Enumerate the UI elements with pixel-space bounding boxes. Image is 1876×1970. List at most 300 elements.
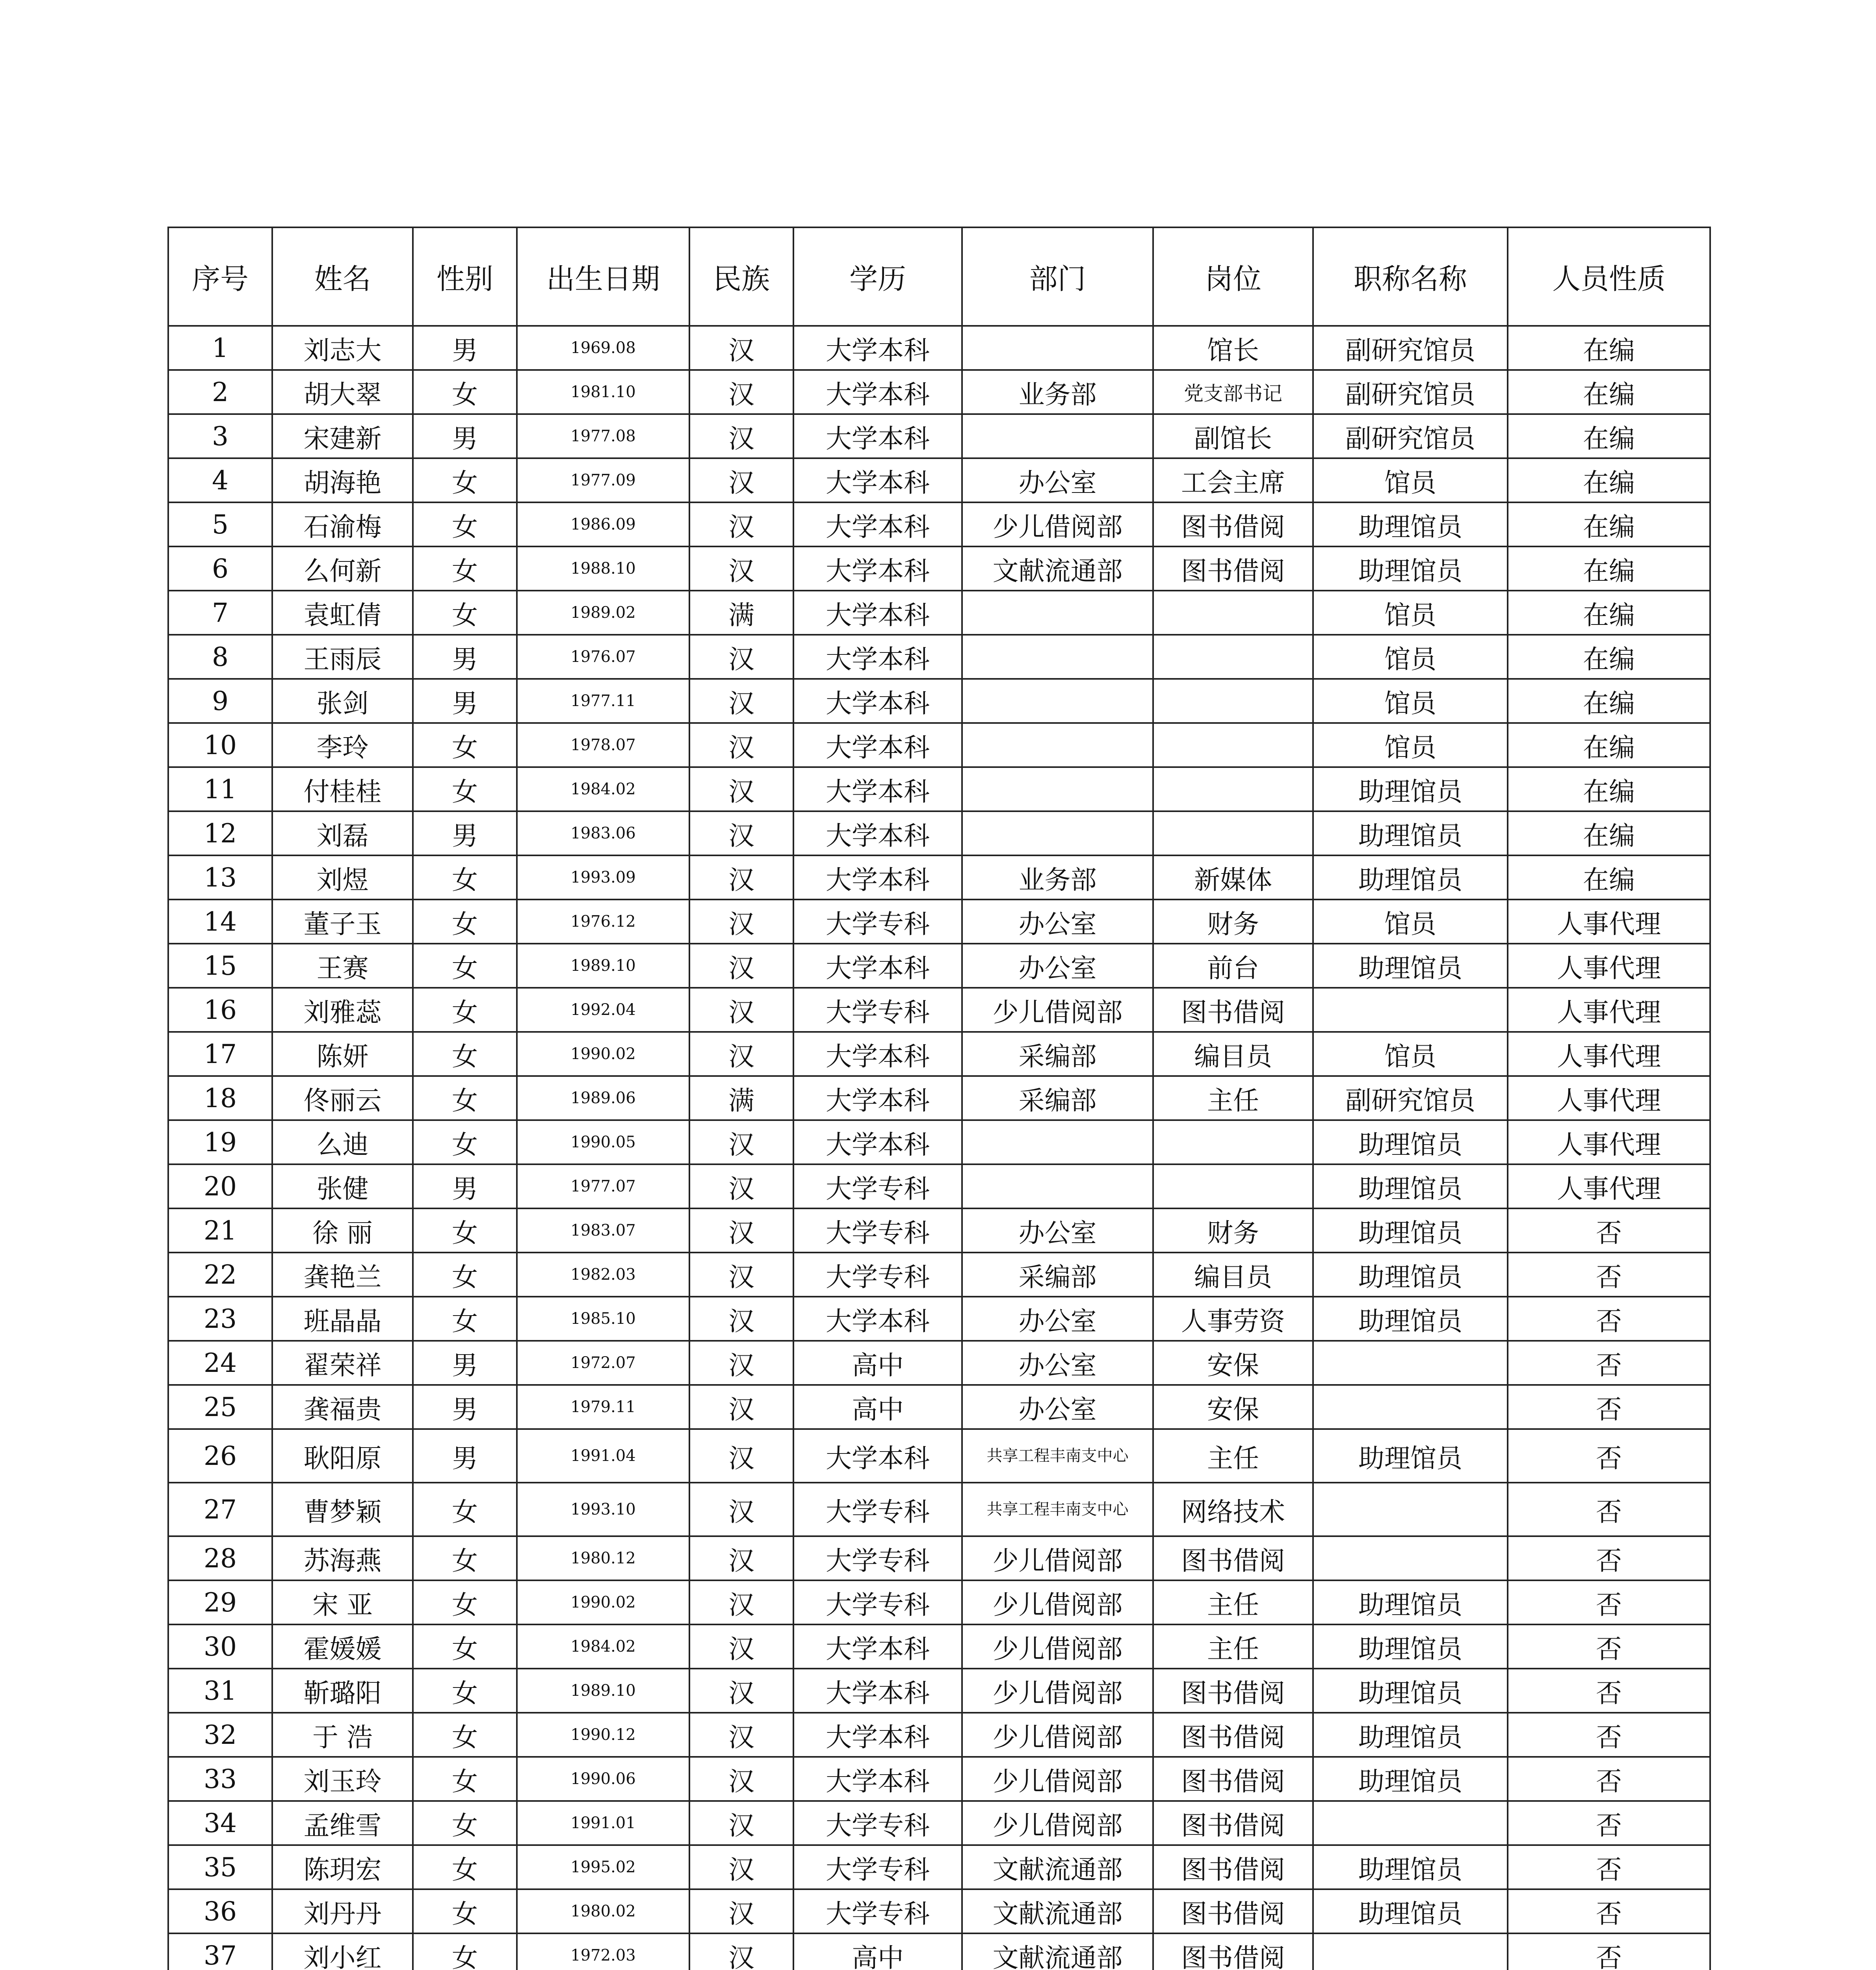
cell-birth-date: 1988.10 [517, 546, 689, 591]
cell-position: 安保 [1153, 1341, 1313, 1385]
table-row [168, 1624, 1710, 1669]
cell-staff-type: 人事代理 [1508, 900, 1710, 944]
cell-education: 大学本科 [793, 1713, 962, 1757]
cell-position: 图书借阅 [1153, 1713, 1313, 1757]
cell-staff-type: 在编 [1508, 723, 1710, 767]
cell-ethnicity: 汉 [689, 1669, 793, 1713]
cell-title: 馆员 [1313, 591, 1508, 635]
cell-position: 新媒体 [1153, 855, 1313, 900]
cell-position: 图书借阅 [1153, 1933, 1313, 1970]
cell-department: 采编部 [962, 1253, 1153, 1297]
cell-index: 18 [168, 1076, 272, 1120]
cell-birth-date: 1981.10 [517, 370, 689, 414]
cell-department: 少儿借阅部 [962, 502, 1153, 546]
cell-department: 办公室 [962, 1297, 1153, 1341]
cell-position: 馆长 [1153, 326, 1313, 370]
cell-birth-date: 1982.03 [517, 1253, 689, 1297]
cell-staff-type: 在编 [1508, 811, 1710, 855]
cell-birth-date: 1978.07 [517, 723, 689, 767]
cell-birth-date: 1972.03 [517, 1933, 689, 1970]
cell-title [1313, 1483, 1508, 1536]
cell-education: 大学本科 [793, 1757, 962, 1801]
cell-index: 31 [168, 1669, 272, 1713]
cell-index: 9 [168, 679, 272, 723]
cell-education: 大学本科 [793, 1297, 962, 1341]
table-row [168, 723, 1710, 767]
table-row [168, 1253, 1710, 1297]
table-row [168, 326, 1710, 370]
cell-ethnicity: 汉 [689, 1164, 793, 1208]
cell-ethnicity: 汉 [689, 1624, 793, 1669]
cell-gender: 女 [413, 370, 517, 414]
table-row [168, 1889, 1710, 1933]
cell-birth-date: 1983.07 [517, 1208, 689, 1253]
cell-department: 业务部 [962, 855, 1153, 900]
cell-ethnicity: 汉 [689, 944, 793, 988]
cell-gender: 女 [413, 1253, 517, 1297]
cell-gender: 男 [413, 679, 517, 723]
cell-name: 么迪 [272, 1120, 413, 1164]
cell-index: 15 [168, 944, 272, 988]
cell-department: 文献流通部 [962, 1933, 1153, 1970]
cell-education: 大学本科 [793, 635, 962, 679]
cell-education: 大学本科 [793, 546, 962, 591]
cell-name: 张剑 [272, 679, 413, 723]
cell-index: 35 [168, 1845, 272, 1889]
cell-ethnicity: 汉 [689, 855, 793, 900]
cell-position: 财务 [1153, 1208, 1313, 1253]
cell-index: 37 [168, 1933, 272, 1970]
cell-birth-date: 1976.12 [517, 900, 689, 944]
cell-title: 助理馆员 [1313, 855, 1508, 900]
cell-birth-date: 1991.01 [517, 1801, 689, 1845]
cell-staff-type: 在编 [1508, 326, 1710, 370]
cell-education: 大学本科 [793, 458, 962, 502]
cell-birth-date: 1972.07 [517, 1341, 689, 1385]
cell-birth-date: 1985.10 [517, 1297, 689, 1341]
cell-department: 少儿借阅部 [962, 1713, 1153, 1757]
cell-index: 25 [168, 1385, 272, 1429]
cell-position: 图书借阅 [1153, 1536, 1313, 1580]
cell-position [1153, 591, 1313, 635]
cell-position [1153, 1164, 1313, 1208]
cell-staff-type: 否 [1508, 1933, 1710, 1970]
cell-title [1313, 1933, 1508, 1970]
cell-birth-date: 1989.10 [517, 1669, 689, 1713]
cell-index: 16 [168, 988, 272, 1032]
cell-index: 29 [168, 1580, 272, 1624]
cell-gender: 男 [413, 414, 517, 458]
cell-name: 苏海燕 [272, 1536, 413, 1580]
cell-education: 大学本科 [793, 723, 962, 767]
cell-name: 靳璐阳 [272, 1669, 413, 1713]
cell-position: 网络技术 [1153, 1483, 1313, 1536]
cell-index: 32 [168, 1713, 272, 1757]
cell-staff-type: 否 [1508, 1757, 1710, 1801]
cell-index: 10 [168, 723, 272, 767]
cell-birth-date: 1984.02 [517, 767, 689, 811]
cell-gender: 女 [413, 591, 517, 635]
header-ethnicity: 民族 [689, 227, 793, 326]
cell-education: 大学本科 [793, 370, 962, 414]
header-department: 部门 [962, 227, 1153, 326]
cell-ethnicity: 汉 [689, 1801, 793, 1845]
cell-position: 主任 [1153, 1429, 1313, 1483]
cell-index: 33 [168, 1757, 272, 1801]
cell-name: 董子玉 [272, 900, 413, 944]
cell-title: 助理馆员 [1313, 944, 1508, 988]
table-header [168, 227, 1710, 326]
cell-education: 大学本科 [793, 679, 962, 723]
cell-staff-type: 否 [1508, 1208, 1710, 1253]
cell-name: 孟维雪 [272, 1801, 413, 1845]
cell-birth-date: 1990.06 [517, 1757, 689, 1801]
cell-education: 大学专科 [793, 1164, 962, 1208]
cell-staff-type: 在编 [1508, 855, 1710, 900]
cell-ethnicity: 汉 [689, 635, 793, 679]
cell-ethnicity: 汉 [689, 900, 793, 944]
cell-position: 主任 [1153, 1076, 1313, 1120]
cell-index: 30 [168, 1624, 272, 1669]
cell-education: 大学本科 [793, 1120, 962, 1164]
cell-department: 办公室 [962, 1208, 1153, 1253]
cell-title: 助理馆员 [1313, 1845, 1508, 1889]
table-row [168, 1483, 1710, 1536]
cell-name: 刘小红 [272, 1933, 413, 1970]
cell-department: 少儿借阅部 [962, 1669, 1153, 1713]
cell-department [962, 1164, 1153, 1208]
cell-gender: 女 [413, 1536, 517, 1580]
cell-staff-type: 在编 [1508, 635, 1710, 679]
cell-staff-type: 人事代理 [1508, 1164, 1710, 1208]
cell-education: 大学专科 [793, 1580, 962, 1624]
cell-birth-date: 1989.06 [517, 1076, 689, 1120]
header-row [168, 227, 1710, 326]
table-row [168, 1757, 1710, 1801]
cell-name: 于 浩 [272, 1713, 413, 1757]
header-education: 学历 [793, 227, 962, 326]
cell-ethnicity: 汉 [689, 1297, 793, 1341]
cell-name: 陈玥宏 [272, 1845, 413, 1889]
cell-department [962, 723, 1153, 767]
cell-position: 财务 [1153, 900, 1313, 944]
cell-education: 大学本科 [793, 767, 962, 811]
cell-education: 大学本科 [793, 1624, 962, 1669]
cell-position: 副馆长 [1153, 414, 1313, 458]
cell-ethnicity: 汉 [689, 988, 793, 1032]
cell-gender: 女 [413, 458, 517, 502]
cell-index: 23 [168, 1297, 272, 1341]
cell-index: 26 [168, 1429, 272, 1483]
table-row [168, 1385, 1710, 1429]
cell-birth-date: 1990.05 [517, 1120, 689, 1164]
cell-education: 大学专科 [793, 1801, 962, 1845]
cell-ethnicity: 汉 [689, 1032, 793, 1076]
cell-position [1153, 635, 1313, 679]
cell-staff-type: 否 [1508, 1624, 1710, 1669]
cell-ethnicity: 汉 [689, 1580, 793, 1624]
cell-position: 工会主席 [1153, 458, 1313, 502]
table-row [168, 767, 1710, 811]
header-staff-type: 人员性质 [1508, 227, 1710, 326]
cell-ethnicity: 满 [689, 1076, 793, 1120]
cell-department: 少儿借阅部 [962, 1536, 1153, 1580]
cell-position: 图书借阅 [1153, 1845, 1313, 1889]
cell-name: 龚艳兰 [272, 1253, 413, 1297]
cell-gender: 女 [413, 900, 517, 944]
table-row [168, 1933, 1710, 1970]
cell-department [962, 591, 1153, 635]
cell-staff-type: 否 [1508, 1845, 1710, 1889]
cell-gender: 女 [413, 1483, 517, 1536]
header-name: 姓名 [272, 227, 413, 326]
cell-staff-type: 人事代理 [1508, 944, 1710, 988]
cell-index: 3 [168, 414, 272, 458]
cell-title: 副研究馆员 [1313, 370, 1508, 414]
cell-education: 大学专科 [793, 1253, 962, 1297]
cell-department [962, 1120, 1153, 1164]
table-row [168, 1845, 1710, 1889]
cell-birth-date: 1977.07 [517, 1164, 689, 1208]
cell-education: 大学专科 [793, 1483, 962, 1536]
table-row [168, 370, 1710, 414]
cell-ethnicity: 汉 [689, 1429, 793, 1483]
cell-ethnicity: 汉 [689, 1385, 793, 1429]
cell-title: 助理馆员 [1313, 502, 1508, 546]
table-row [168, 855, 1710, 900]
cell-name: 胡海艳 [272, 458, 413, 502]
table-body [168, 326, 1710, 1970]
cell-education: 大学本科 [793, 855, 962, 900]
cell-staff-type: 否 [1508, 1253, 1710, 1297]
cell-staff-type: 在编 [1508, 767, 1710, 811]
cell-ethnicity: 汉 [689, 1536, 793, 1580]
cell-position: 图书借阅 [1153, 502, 1313, 546]
cell-position: 图书借阅 [1153, 1801, 1313, 1845]
cell-education: 大学本科 [793, 1076, 962, 1120]
table-row [168, 502, 1710, 546]
cell-name: 李玲 [272, 723, 413, 767]
cell-gender: 女 [413, 855, 517, 900]
cell-ethnicity: 汉 [689, 326, 793, 370]
cell-title: 助理馆员 [1313, 1208, 1508, 1253]
cell-education: 大学本科 [793, 1669, 962, 1713]
cell-department: 业务部 [962, 370, 1153, 414]
cell-title: 助理馆员 [1313, 1669, 1508, 1713]
cell-position [1153, 767, 1313, 811]
cell-ethnicity: 汉 [689, 1845, 793, 1889]
cell-name: 霍媛媛 [272, 1624, 413, 1669]
cell-name: 翟荣祥 [272, 1341, 413, 1385]
cell-gender: 女 [413, 1076, 517, 1120]
cell-education: 大学本科 [793, 944, 962, 988]
cell-position [1153, 811, 1313, 855]
table-row [168, 1669, 1710, 1713]
cell-staff-type: 在编 [1508, 546, 1710, 591]
staff-table [167, 227, 1711, 1970]
cell-gender: 女 [413, 1801, 517, 1845]
cell-education: 大学专科 [793, 1889, 962, 1933]
table-row [168, 988, 1710, 1032]
cell-education: 大学专科 [793, 900, 962, 944]
cell-title [1313, 1801, 1508, 1845]
cell-ethnicity: 汉 [689, 767, 793, 811]
cell-department: 文献流通部 [962, 546, 1153, 591]
cell-index: 27 [168, 1483, 272, 1536]
cell-birth-date: 1969.08 [517, 326, 689, 370]
cell-birth-date: 1989.10 [517, 944, 689, 988]
cell-staff-type: 在编 [1508, 458, 1710, 502]
cell-birth-date: 1980.12 [517, 1536, 689, 1580]
cell-name: 袁虹倩 [272, 591, 413, 635]
cell-department [962, 414, 1153, 458]
header-birth-date: 出生日期 [517, 227, 689, 326]
table-row [168, 944, 1710, 988]
cell-department: 共享工程丰南支中心 [962, 1429, 1153, 1483]
cell-ethnicity: 汉 [689, 502, 793, 546]
cell-title: 助理馆员 [1313, 1580, 1508, 1624]
cell-ethnicity: 汉 [689, 1341, 793, 1385]
cell-title: 助理馆员 [1313, 1713, 1508, 1757]
cell-index: 13 [168, 855, 272, 900]
cell-birth-date: 1991.04 [517, 1429, 689, 1483]
cell-gender: 女 [413, 1580, 517, 1624]
cell-title: 馆员 [1313, 635, 1508, 679]
cell-department: 采编部 [962, 1032, 1153, 1076]
cell-staff-type: 否 [1508, 1385, 1710, 1429]
cell-education: 高中 [793, 1385, 962, 1429]
table-row [168, 1297, 1710, 1341]
table-row [168, 900, 1710, 944]
cell-staff-type: 否 [1508, 1801, 1710, 1845]
cell-gender: 男 [413, 635, 517, 679]
cell-name: 刘磊 [272, 811, 413, 855]
cell-index: 36 [168, 1889, 272, 1933]
cell-education: 大学本科 [793, 326, 962, 370]
cell-name: 刘志大 [272, 326, 413, 370]
table-row [168, 591, 1710, 635]
cell-birth-date: 1993.10 [517, 1483, 689, 1536]
cell-ethnicity: 汉 [689, 1120, 793, 1164]
cell-name: 刘煜 [272, 855, 413, 900]
cell-department [962, 811, 1153, 855]
cell-department: 采编部 [962, 1076, 1153, 1120]
table-row [168, 1076, 1710, 1120]
cell-name: 耿阳原 [272, 1429, 413, 1483]
cell-gender: 女 [413, 1624, 517, 1669]
cell-ethnicity: 汉 [689, 1933, 793, 1970]
cell-education: 大学本科 [793, 502, 962, 546]
cell-title: 副研究馆员 [1313, 326, 1508, 370]
cell-education: 高中 [793, 1341, 962, 1385]
cell-gender: 男 [413, 811, 517, 855]
cell-birth-date: 1992.04 [517, 988, 689, 1032]
cell-title [1313, 1385, 1508, 1429]
cell-education: 大学本科 [793, 414, 962, 458]
cell-position: 人事劳资 [1153, 1297, 1313, 1341]
cell-title [1313, 1536, 1508, 1580]
cell-birth-date: 1990.12 [517, 1713, 689, 1757]
cell-title: 馆员 [1313, 1032, 1508, 1076]
cell-birth-date: 1989.02 [517, 591, 689, 635]
cell-index: 6 [168, 546, 272, 591]
cell-gender: 女 [413, 1669, 517, 1713]
table-row [168, 811, 1710, 855]
cell-birth-date: 1977.11 [517, 679, 689, 723]
table-row [168, 546, 1710, 591]
cell-staff-type: 否 [1508, 1429, 1710, 1483]
cell-education: 大学本科 [793, 591, 962, 635]
cell-gender: 男 [413, 1341, 517, 1385]
cell-name: 石渝梅 [272, 502, 413, 546]
cell-name: 宋 亚 [272, 1580, 413, 1624]
cell-gender: 女 [413, 988, 517, 1032]
cell-birth-date: 1977.09 [517, 458, 689, 502]
cell-education: 大学本科 [793, 811, 962, 855]
cell-staff-type: 否 [1508, 1580, 1710, 1624]
cell-department: 少儿借阅部 [962, 1624, 1153, 1669]
cell-position: 主任 [1153, 1580, 1313, 1624]
cell-position: 主任 [1153, 1624, 1313, 1669]
cell-education: 大学本科 [793, 1429, 962, 1483]
cell-gender: 女 [413, 1120, 517, 1164]
cell-staff-type: 在编 [1508, 414, 1710, 458]
cell-position: 编目员 [1153, 1253, 1313, 1297]
cell-position: 图书借阅 [1153, 1889, 1313, 1933]
cell-title: 馆员 [1313, 900, 1508, 944]
cell-gender: 女 [413, 1297, 517, 1341]
cell-name: 王雨辰 [272, 635, 413, 679]
cell-staff-type: 在编 [1508, 591, 1710, 635]
cell-name: 刘玉玲 [272, 1757, 413, 1801]
cell-ethnicity: 汉 [689, 811, 793, 855]
cell-gender: 女 [413, 1757, 517, 1801]
cell-department: 办公室 [962, 944, 1153, 988]
cell-gender: 男 [413, 1429, 517, 1483]
table-row [168, 1536, 1710, 1580]
table-row [168, 1801, 1710, 1845]
cell-ethnicity: 汉 [689, 370, 793, 414]
cell-gender: 女 [413, 1208, 517, 1253]
cell-title: 馆员 [1313, 458, 1508, 502]
table-row [168, 1429, 1710, 1483]
cell-gender: 女 [413, 1032, 517, 1076]
table-row [168, 1120, 1710, 1164]
cell-name: 班晶晶 [272, 1297, 413, 1341]
cell-staff-type: 否 [1508, 1483, 1710, 1536]
cell-index: 34 [168, 1801, 272, 1845]
cell-name: 刘雅蕊 [272, 988, 413, 1032]
cell-gender: 男 [413, 326, 517, 370]
cell-staff-type: 否 [1508, 1297, 1710, 1341]
cell-gender: 女 [413, 723, 517, 767]
table-row [168, 635, 1710, 679]
cell-gender: 女 [413, 1933, 517, 1970]
cell-position: 图书借阅 [1153, 1669, 1313, 1713]
cell-title: 助理馆员 [1313, 811, 1508, 855]
cell-title: 助理馆员 [1313, 1253, 1508, 1297]
cell-index: 8 [168, 635, 272, 679]
table-row [168, 1341, 1710, 1385]
cell-position [1153, 723, 1313, 767]
cell-position: 编目员 [1153, 1032, 1313, 1076]
header-index: 序号 [168, 227, 272, 326]
cell-gender: 女 [413, 1889, 517, 1933]
cell-staff-type: 在编 [1508, 502, 1710, 546]
table-row [168, 414, 1710, 458]
cell-position: 前台 [1153, 944, 1313, 988]
cell-position: 图书借阅 [1153, 988, 1313, 1032]
